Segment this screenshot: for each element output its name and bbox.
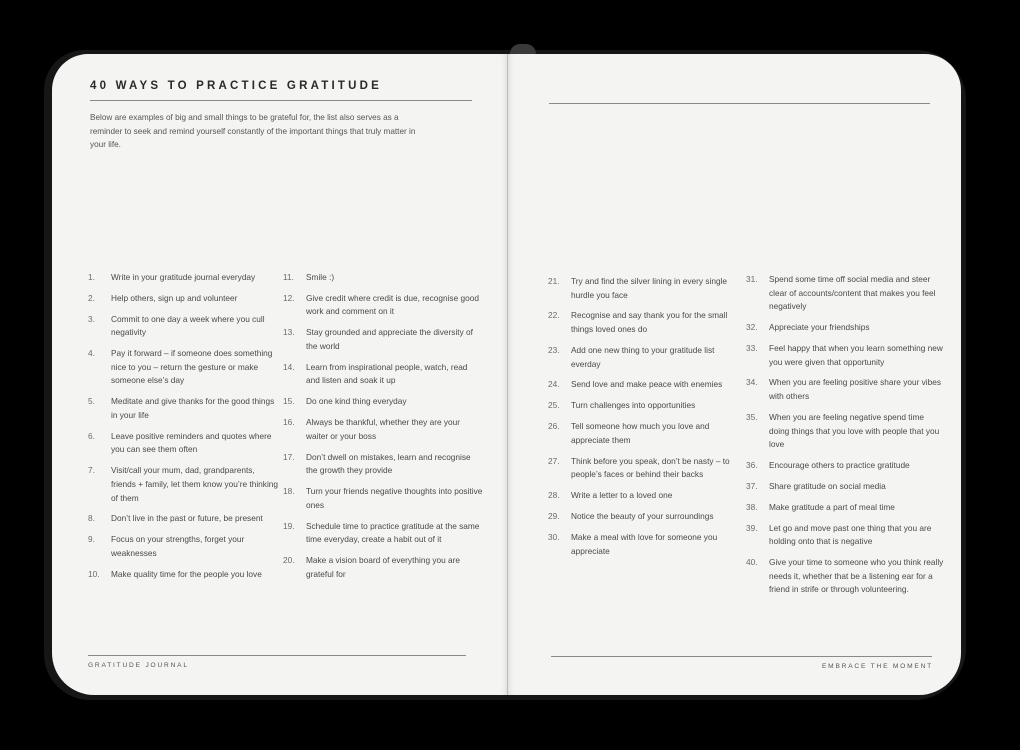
item-number: 32. xyxy=(746,322,758,333)
item-number: 22. xyxy=(548,310,560,321)
item-number: 37. xyxy=(746,480,758,491)
list-item xyxy=(88,347,278,388)
list-column-4 xyxy=(746,273,946,604)
item-number: 4. xyxy=(88,348,95,359)
item-number: 27. xyxy=(548,455,560,466)
item-number: 28. xyxy=(548,490,560,501)
item-number: 39. xyxy=(746,522,758,533)
list-item xyxy=(548,489,738,503)
list-item xyxy=(88,292,278,306)
list-item xyxy=(746,273,946,314)
header-divider xyxy=(549,103,930,104)
item-text: Commit to one day a week where you cull negativity xyxy=(111,313,265,338)
list-item xyxy=(88,430,278,457)
footer-divider xyxy=(551,656,932,657)
item-text: Don’t dwell on mistakes, learn and recognise the growth they provide xyxy=(306,451,471,476)
item-number: 40. xyxy=(746,557,758,568)
list-item xyxy=(88,395,278,422)
list-column-2 xyxy=(283,271,483,589)
item-text: Try and find the silver lining in every single hurdle you face xyxy=(571,276,728,300)
item-number: 6. xyxy=(88,430,95,441)
item-text: Help others, sign up and volunteer xyxy=(111,292,238,303)
list-item xyxy=(548,378,738,392)
item-number: 38. xyxy=(746,501,758,512)
item-text: When you are feeling negative spend time doing things that you love with people that you love xyxy=(769,411,940,450)
item-number: 16. xyxy=(283,417,295,428)
list-item xyxy=(746,501,946,515)
item-text: Send love and make peace with enemies xyxy=(571,379,723,390)
list-item xyxy=(88,533,278,560)
list-item xyxy=(746,342,946,369)
item-text: Notice the beauty of your surroundings xyxy=(571,511,714,522)
item-number: 36. xyxy=(746,460,758,471)
item-number: 35. xyxy=(746,411,758,422)
item-text: Share gratitude on social media xyxy=(769,480,886,491)
item-number: 7. xyxy=(88,465,95,476)
list-item xyxy=(88,271,278,285)
list-item xyxy=(283,554,483,581)
item-text: Give your time to someone who you think really needs it, whether that be a listening ear for a friend in strife or through volunteering. xyxy=(769,557,944,595)
list-column-1 xyxy=(88,271,278,589)
list-item xyxy=(548,399,738,413)
item-number: 9. xyxy=(88,534,95,545)
list-item xyxy=(283,271,483,285)
list-item xyxy=(746,376,946,403)
list-item xyxy=(548,344,738,371)
item-text: Schedule time to practice gratitude at the same time everyday, create a habit out of it xyxy=(306,520,480,545)
item-text: Recognise and say thank you for the small things loved ones do xyxy=(571,310,728,335)
item-text: Turn challenges into opportunities xyxy=(571,400,696,411)
list-item xyxy=(548,420,738,447)
item-text: Turn your friends negative thoughts into positive ones xyxy=(306,486,483,510)
item-text: Think before you speak, don’t be nasty – to people’s faces or behind their backs xyxy=(571,455,730,480)
footer-label: GRATITUDE JOURNAL xyxy=(88,662,189,669)
item-number: 14. xyxy=(283,361,295,372)
item-text: Write a letter to a loved one xyxy=(571,490,673,501)
item-text: Learn from inspirational people, watch, read and listen and soak it up xyxy=(306,361,468,386)
right-page xyxy=(508,54,961,695)
item-number: 24. xyxy=(548,379,560,390)
item-text: Smile :) xyxy=(306,272,335,282)
item-number: 17. xyxy=(283,451,295,462)
item-text: Leave positive reminders and quotes where you can see them often xyxy=(111,430,272,455)
title-divider xyxy=(90,100,472,101)
item-text: Encourage others to practice gratitude xyxy=(769,460,910,471)
item-text: Visit/call your mum, dad, grandparents, friends + family, let them know you’re thinking of them xyxy=(111,465,279,503)
list-item xyxy=(746,522,946,549)
intro-paragraph: Below are examples of big and small things to be grateful for, the list also serves as a reminder to seek and remind yourself constantly of the important things that truly matter in your life. xyxy=(90,113,416,149)
item-number: 18. xyxy=(283,486,295,497)
item-number: 21. xyxy=(548,276,560,286)
list-item xyxy=(283,326,483,353)
list-item xyxy=(746,321,946,335)
item-number: 3. xyxy=(88,313,95,324)
item-number: 8. xyxy=(88,513,95,524)
left-page xyxy=(52,54,508,695)
list-item xyxy=(746,459,946,473)
item-text: Always be thankful, whether they are your waiter or your boss xyxy=(306,417,461,441)
item-number: 25. xyxy=(548,400,560,411)
item-number: 15. xyxy=(283,396,295,407)
item-number: 23. xyxy=(548,344,560,355)
item-number: 13. xyxy=(283,327,295,338)
item-text: Make a meal with love for someone you appreciate xyxy=(571,531,718,556)
list-item xyxy=(88,512,278,526)
item-text: Stay grounded and appreciate the diversity of the world xyxy=(306,327,473,351)
item-number: 12. xyxy=(283,292,295,303)
list-item xyxy=(283,485,483,512)
item-text: Give credit where credit is due, recognise good work and comment on it xyxy=(306,292,479,317)
item-number: 10. xyxy=(88,568,100,579)
list-item xyxy=(283,416,483,443)
list-item xyxy=(548,309,738,336)
list-item xyxy=(283,292,483,319)
item-text: Make quality time for the people you love xyxy=(111,568,262,579)
item-text: Feel happy that when you learn something new you were given that opportunity xyxy=(769,342,943,367)
footer-divider xyxy=(88,655,466,656)
list-item xyxy=(283,520,483,547)
item-text: Meditate and give thanks for the good things in your life xyxy=(111,396,275,420)
list-item xyxy=(283,361,483,388)
item-number: 34. xyxy=(746,377,758,388)
item-text: Make a vision board of everything you are grateful for xyxy=(306,555,461,579)
item-number: 29. xyxy=(548,511,560,522)
list-item xyxy=(548,455,738,482)
item-number: 33. xyxy=(746,342,758,353)
item-number: 2. xyxy=(88,292,95,303)
list-column-3 xyxy=(548,275,738,565)
item-number: 26. xyxy=(548,421,560,432)
item-number: 30. xyxy=(548,531,560,542)
item-number: 11. xyxy=(283,272,294,282)
item-text: Add one new thing to your gratitude list everday xyxy=(571,344,715,369)
list-item xyxy=(88,464,278,505)
item-text: Make gratitude a part of meal time xyxy=(769,501,895,512)
item-number: 20. xyxy=(283,555,295,566)
item-number: 5. xyxy=(88,396,95,407)
list-item xyxy=(283,395,483,409)
footer-label: EMBRACE THE MOMENT xyxy=(821,663,933,670)
item-text: Let go and move past one thing that you are holding onto that is negative xyxy=(769,522,932,547)
list-item xyxy=(283,451,483,478)
list-item xyxy=(548,275,738,302)
item-text: Pay it forward – if someone does something nice to you – return the gesture or make someone else’s day xyxy=(111,348,273,386)
item-number: 1. xyxy=(88,272,95,282)
item-text: Write in your gratitude journal everyday xyxy=(111,272,256,282)
page-title: 40 WAYS TO PRACTICE GRATITUDE xyxy=(90,80,382,92)
list-item xyxy=(746,556,946,597)
item-number: 19. xyxy=(283,520,295,531)
list-item xyxy=(746,411,946,452)
list-item xyxy=(746,480,946,494)
item-text: Don’t live in the past or future, be present xyxy=(111,513,263,524)
list-item xyxy=(548,510,738,524)
item-number: 31. xyxy=(746,274,758,284)
item-text: When you are feeling positive share your vibes with others xyxy=(769,377,942,402)
item-text: Spend some time off social media and steer clear of accounts/content that makes you feel negatively xyxy=(769,274,936,312)
item-text: Focus on your strengths, forget your weaknesses xyxy=(111,534,245,558)
item-text: Appreciate your friendships xyxy=(769,322,870,333)
item-text: Tell someone how much you love and appreciate them xyxy=(571,421,710,445)
list-item xyxy=(88,313,278,340)
bookmark-ribbon xyxy=(510,44,536,54)
item-text: Do one kind thing everyday xyxy=(306,396,407,407)
list-item xyxy=(548,531,738,558)
list-item xyxy=(88,568,278,582)
